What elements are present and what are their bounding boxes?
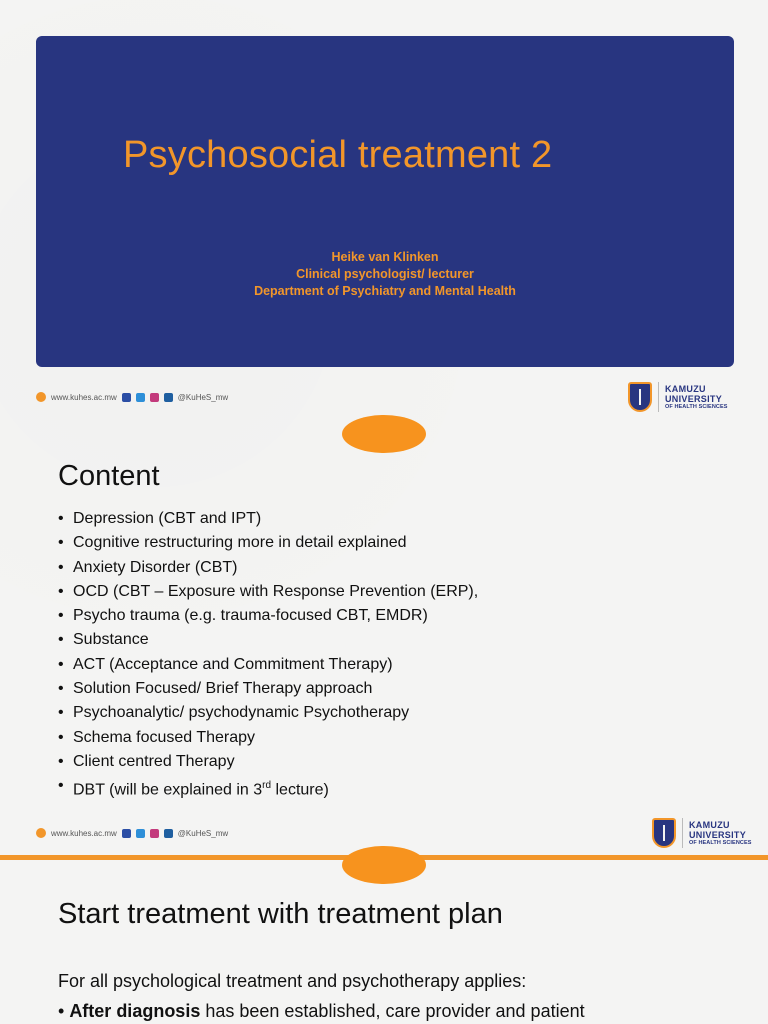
globe-icon: [36, 828, 46, 838]
list-item: • Cognitive restructuring more in detail explained: [58, 531, 478, 555]
content-list: [58, 507, 478, 803]
author-department: Department of Psychiatry and Mental Health: [254, 284, 516, 298]
shield-icon: [628, 382, 652, 412]
content-heading: Content: [58, 460, 160, 492]
list-item: • ACT (Acceptance and Commitment Therapy): [58, 653, 478, 677]
university-name: KAMUZU UNIVERSITY OF HEALTH SCIENCES: [665, 383, 728, 410]
author-name: Heike van Klinken: [331, 250, 439, 264]
list-item-dbt: • DBT (will be explained in 3rd lecture): [58, 774, 478, 803]
university-logo: [652, 818, 752, 848]
list-item: • Psycho trauma (e.g. trauma-focused CBT, EMDR): [58, 604, 478, 628]
list-item: • Psychoanalytic/ psychodynamic Psychotherapy: [58, 701, 478, 725]
list-item: • Solution Focused/ Brief Therapy approach: [58, 677, 478, 701]
linkedin-icon: [164, 393, 173, 402]
list-item: • Substance: [58, 628, 478, 652]
footer-contact: [36, 828, 228, 838]
orange-lens-decoration: [342, 415, 426, 453]
title-slide-panel: [36, 36, 734, 367]
linkedin-icon: [164, 829, 173, 838]
footer-handle: @KuHeS_mw: [177, 392, 229, 402]
list-item: • Anxiety Disorder (CBT): [58, 556, 478, 580]
university-logo: [628, 382, 728, 412]
instagram-icon: [150, 829, 159, 838]
list-item: • Depression (CBT and IPT): [58, 507, 478, 531]
footer-website: www.kuhes.ac.mw: [51, 828, 117, 838]
instagram-icon: [150, 393, 159, 402]
list-item: • OCD (CBT – Exposure with Response Prevention (ERP),: [58, 580, 478, 604]
treatment-plan-intro: For all psychological treatment and psychotherapy applies:: [58, 971, 527, 991]
list-item: • Schema focused Therapy: [58, 726, 478, 750]
logo-divider: [658, 382, 659, 412]
title-credits: [36, 249, 734, 300]
author-role: Clinical psychologist/ lecturer: [296, 267, 474, 281]
footer-contact: [36, 392, 228, 402]
footer-website: www.kuhes.ac.mw: [51, 392, 117, 402]
orange-lens-decoration: [342, 846, 426, 884]
university-name: KAMUZU UNIVERSITY OF HEALTH SCIENCES: [689, 819, 752, 846]
twitter-icon: [136, 829, 145, 838]
facebook-icon: [122, 393, 131, 402]
logo-divider: [682, 818, 683, 848]
globe-icon: [36, 392, 46, 402]
treatment-plan-heading: Start treatment with treatment plan: [58, 898, 503, 930]
footer-handle: @KuHeS_mw: [177, 828, 229, 838]
slide-footer: [0, 380, 768, 420]
treatment-plan-bullet: • After diagnosis has been established, care provider and patient: [58, 1001, 585, 1021]
facebook-icon: [122, 829, 131, 838]
list-item: • Client centred Therapy: [58, 750, 478, 774]
slide-title: Psychosocial treatment 2: [123, 134, 553, 176]
shield-icon: [652, 818, 676, 848]
twitter-icon: [136, 393, 145, 402]
